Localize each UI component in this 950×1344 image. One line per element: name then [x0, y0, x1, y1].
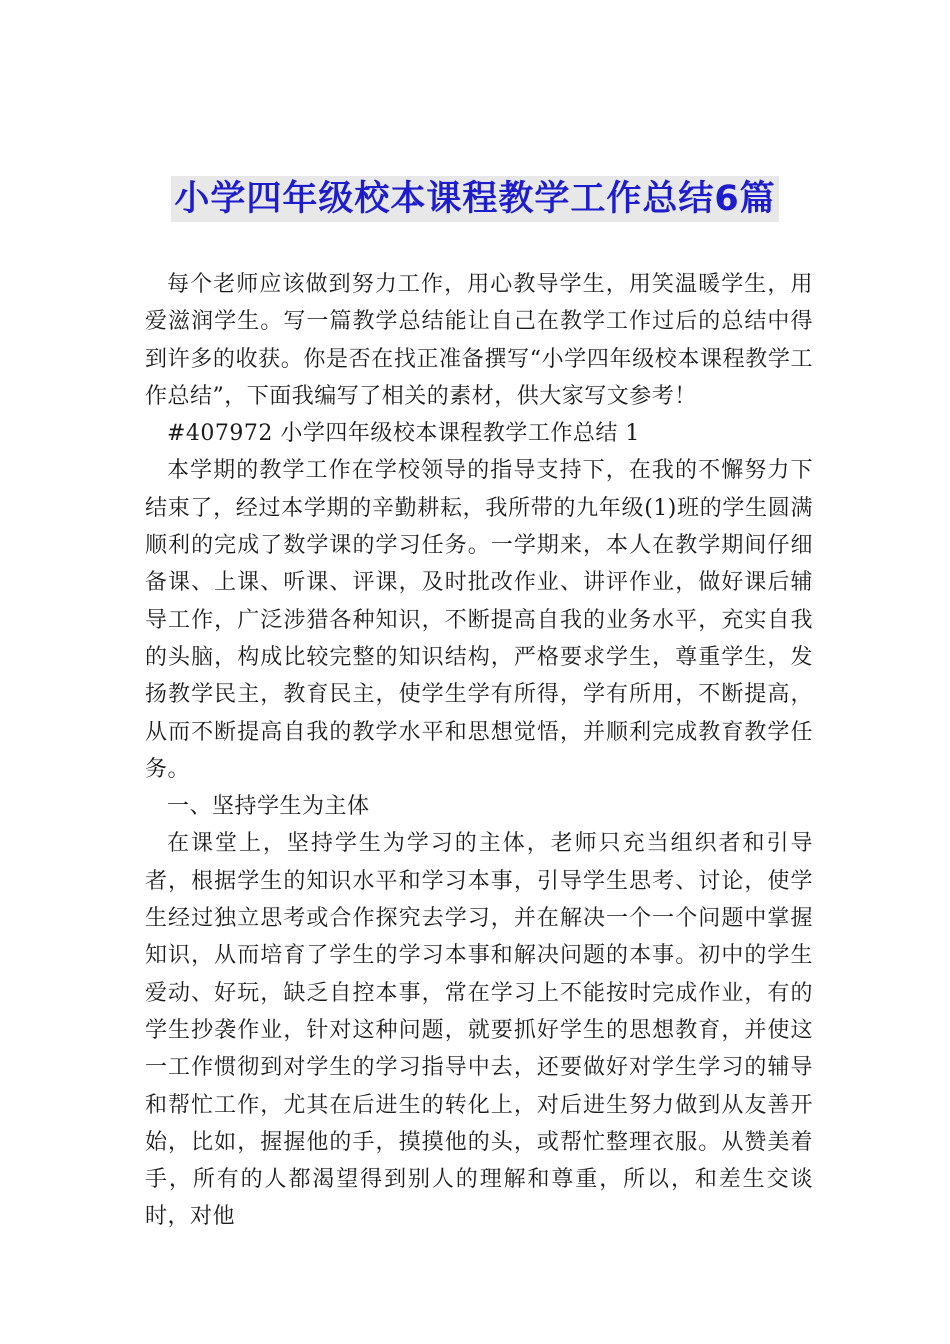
document-body — [145, 266, 813, 1236]
intro-paragraph: 每个老师应该做到努力工作，用心教导学生，用笑温暖学生，用爱滋润学生。写一篇教学总结能让自己在教学工作过后的总结中得到许多的收获。你是否在找正准备撰写“小学四年级校本课程教学工作总结”，下面我编写了相关的素材，供大家写文参考！ — [145, 272, 813, 409]
subheading-student-centered: 一、坚持学生为主体 — [167, 794, 370, 820]
document-title: 小学四年级校本课程教学工作总结6篇 — [171, 176, 778, 222]
section-title-1: #407972 小学四年级校本课程教学工作总结 1 — [167, 421, 640, 447]
body-paragraph-2: 在课堂上，坚持学生为学习的主体，老师只充当组织者和引导者，根据学生的知识水平和学习本事，引导学生思考、讨论，使学生经过独立思考或合作探究去学习，并在解决一个一个问题中掌握知识，从而培育了学生的学习本事和解决问题的本事。初中的学生爱动、好玩，缺乏自控本事，常在学习上不能按时完成作业，有的学生抄袭作业，针对这种问题，就要抓好学生的思想教育，并使这一工作惯彻到对学生的学习指导中去，还要做好对学生学习的辅导和帮忙工作，尤其在后进生的转化上，对后进生努力做到从友善开始，比如，握握他的手，摸摸他的头，或帮忙整理衣服。从赞美着手，所有的人都渴望得到别人的理解和尊重，所以，和差生交谈时，对他 — [145, 831, 813, 1230]
title-container — [0, 176, 950, 222]
body-paragraph-1: 本学期的教学工作在学校领导的指导支持下，在我的不懈努力下结束了，经过本学期的辛勤耕耘，我所带的九年级(1)班的学生圆满顺利的完成了数学课的学习任务。一学期来，本人在教学期间仔细备课、上课、听课、评课，及时批改作业、讲评作业，做好课后辅导工作，广泛涉猎各种知识，不断提高自我的业务水平，充实自我的头脑，构成比较完整的知识结构，严格要求学生，尊重学生，发扬教学民主，教育民主，使学生学有所得，学有所用，不断提高，从而不断提高自我的教学水平和思想觉悟，并顺利完成教育教学任务。 — [145, 458, 813, 782]
